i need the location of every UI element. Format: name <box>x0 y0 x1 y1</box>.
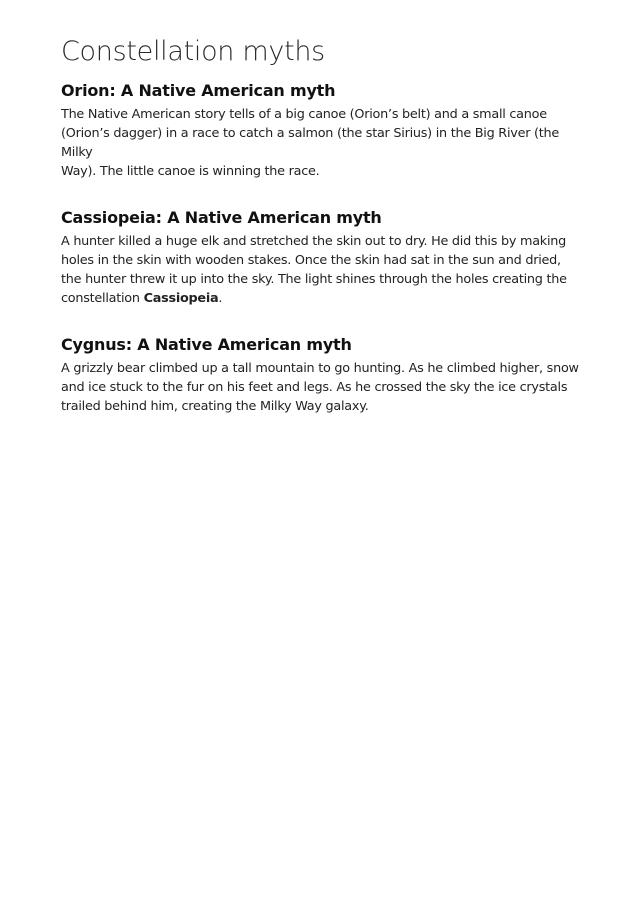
page-title: Constellation myths <box>61 36 325 67</box>
section-cassiopeia <box>61 207 591 308</box>
section-body-cassiopeia <box>61 232 591 308</box>
section-cygnus <box>61 334 591 416</box>
section-heading-cygnus: Cygnus: A Native American myth <box>61 335 352 354</box>
section-body-orion: The Native American story tells of a big canoe (Orion’s belt) and a small canoe (Orion’s dagger) in a race to catch a salmon (the star Sirius) in the Big River (the Milky Way). The little canoe is winning the race. <box>61 107 560 179</box>
section-body-cassiopeia-text: A hunter killed a huge elk and stretched the skin out to dry. He did this by making holes in the skin with wooden stakes. Once the skin had sat in the sun and dried, the hunter threw it up into the sky. The light shines through the holes creating the constellation <box>61 234 567 306</box>
cassiopeia-bold-term: Cassiopeia <box>143 291 219 306</box>
section-heading-orion: Orion: A Native American myth <box>61 81 336 100</box>
section-heading-cassiopeia: Cassiopeia: A Native American myth <box>61 208 382 227</box>
section-body-cygnus: A grizzly bear climbed up a tall mountain to go hunting. As he climbed higher, snow and ice stuck to the fur on his feet and legs. As he crossed the sky the ice crystals trailed behind him, creating the Milky Way galaxy. <box>61 361 579 414</box>
section-body-cassiopeia-end: . <box>218 291 223 306</box>
section-orion <box>61 80 591 181</box>
document-page <box>61 36 591 442</box>
